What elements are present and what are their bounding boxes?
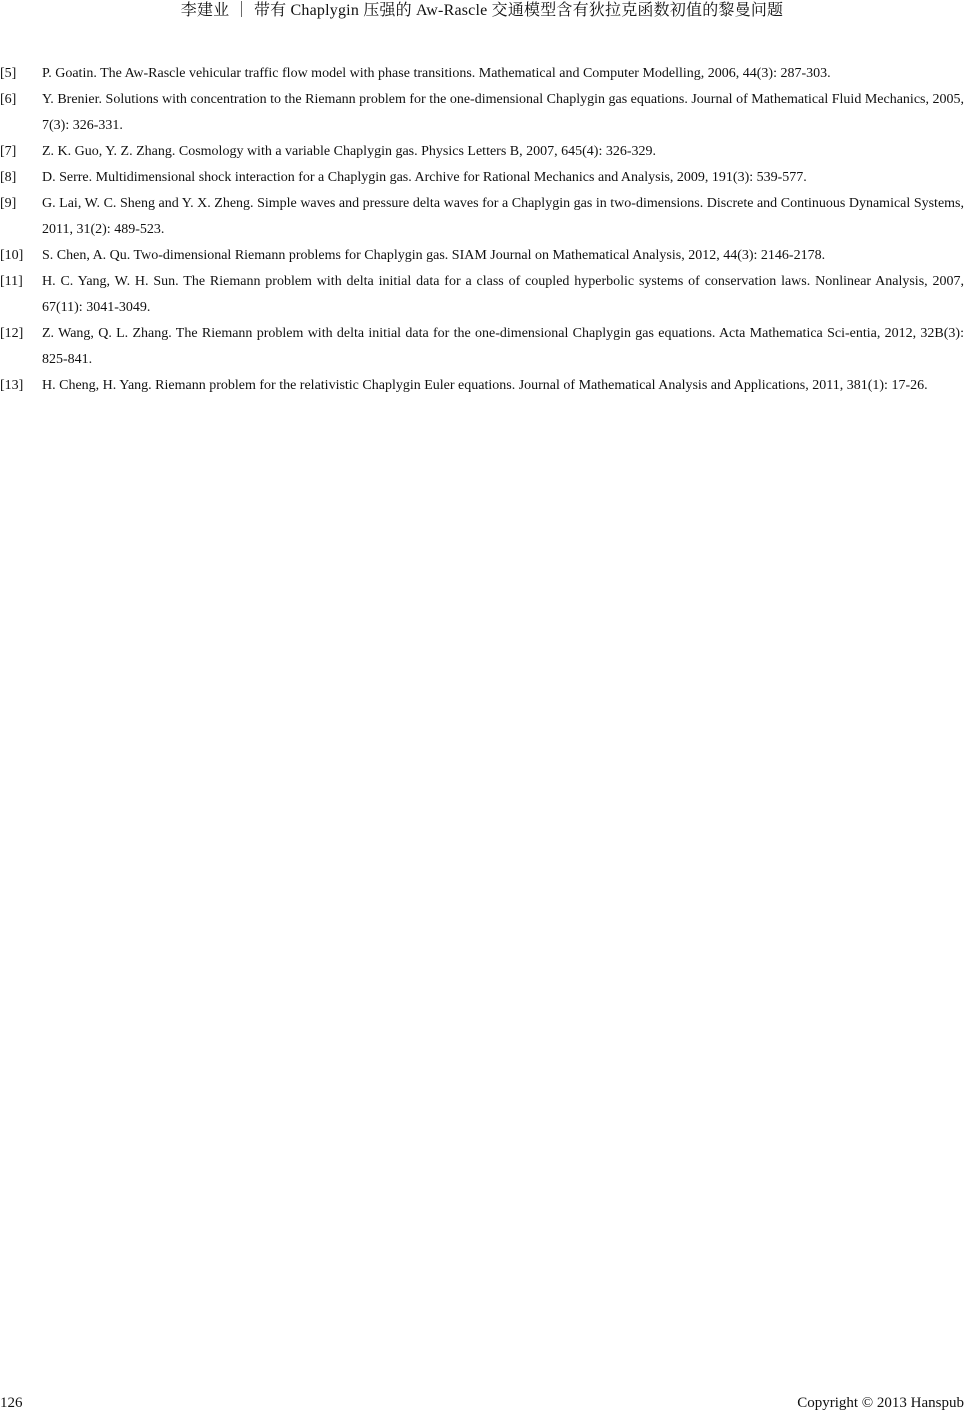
reference-text: Z. K. Guo, Y. Z. Zhang. Cosmology with a variable Chaplygin gas. Physics Letters B, 2007, 645(4): 326-329.	[42, 144, 656, 159]
reference-item	[0, 139, 964, 165]
reference-list	[0, 61, 964, 399]
reference-number: [10]	[0, 248, 24, 263]
reference-item	[0, 243, 964, 269]
reference-item	[0, 191, 964, 243]
reference-number: [5]	[0, 66, 17, 81]
reference-text: S. Chen, A. Qu. Two-dimensional Riemann problems for Chaplygin gas. SIAM Journal on Mathematical Analysis, 2012, 44(3): 2146-2178.	[42, 248, 826, 263]
reference-item	[0, 373, 964, 399]
reference-item	[0, 61, 964, 87]
reference-item	[0, 87, 964, 139]
reference-item	[0, 269, 964, 321]
running-header: 李建业 ｜ 带有 Chaplygin 压强的 Aw-Rascle 交通模型含有狄拉克函数初值的黎曼问题	[180, 2, 784, 19]
reference-number: [13]	[0, 378, 24, 393]
reference-number: [6]	[0, 92, 17, 107]
copyright-notice: Copyright © 2013 Hanspub	[797, 1395, 964, 1411]
reference-number: [11]	[0, 274, 23, 289]
reference-text: G. Lai, W. C. Sheng and Y. X. Zheng. Simple waves and pressure delta waves for a Chaplygin gas in two-dimensions. Discrete and Continuous Dynamical Systems, 2011, 31(2): 489-523.	[42, 196, 964, 237]
reference-text: Z. Wang, Q. L. Zhang. The Riemann problem with delta initial data for the one-dimensional Chaplygin gas equations. Acta Mathematica Sci-entia, 2012, 32B(3): 825-841.	[42, 326, 964, 367]
reference-item	[0, 165, 964, 191]
reference-text: P. Goatin. The Aw-Rascle vehicular traffic flow model with phase transitions. Mathematical and Computer Modelling, 2006, 44(3): 287-303.	[42, 66, 831, 81]
reference-text: Y. Brenier. Solutions with concentration to the Riemann problem for the one-dimensional Chaplygin gas equations. Journal of Mathematical Fluid Mechanics, 2005, 7(3): 326-331.	[42, 92, 964, 133]
reference-text: H. Cheng, H. Yang. Riemann problem for the relativistic Chaplygin Euler equations. Journal of Mathematical Analysis and Applications, 2011, 381(1): 17-26.	[42, 378, 928, 393]
reference-number: [12]	[0, 326, 24, 341]
reference-text: H. C. Yang, W. H. Sun. The Riemann problem with delta initial data for a class of coupled hyperbolic systems of conservation laws. Nonlinear Analysis, 2007, 67(11): 3041-3049.	[42, 274, 964, 315]
reference-number: [7]	[0, 144, 17, 159]
page-number: 126	[0, 1395, 23, 1411]
reference-item	[0, 321, 964, 373]
reference-number: [9]	[0, 196, 17, 211]
reference-number: [8]	[0, 170, 17, 185]
reference-text: D. Serre. Multidimensional shock interaction for a Chaplygin gas. Archive for Rational Mechanics and Analysis, 2009, 191(3): 539-577.	[42, 170, 807, 185]
